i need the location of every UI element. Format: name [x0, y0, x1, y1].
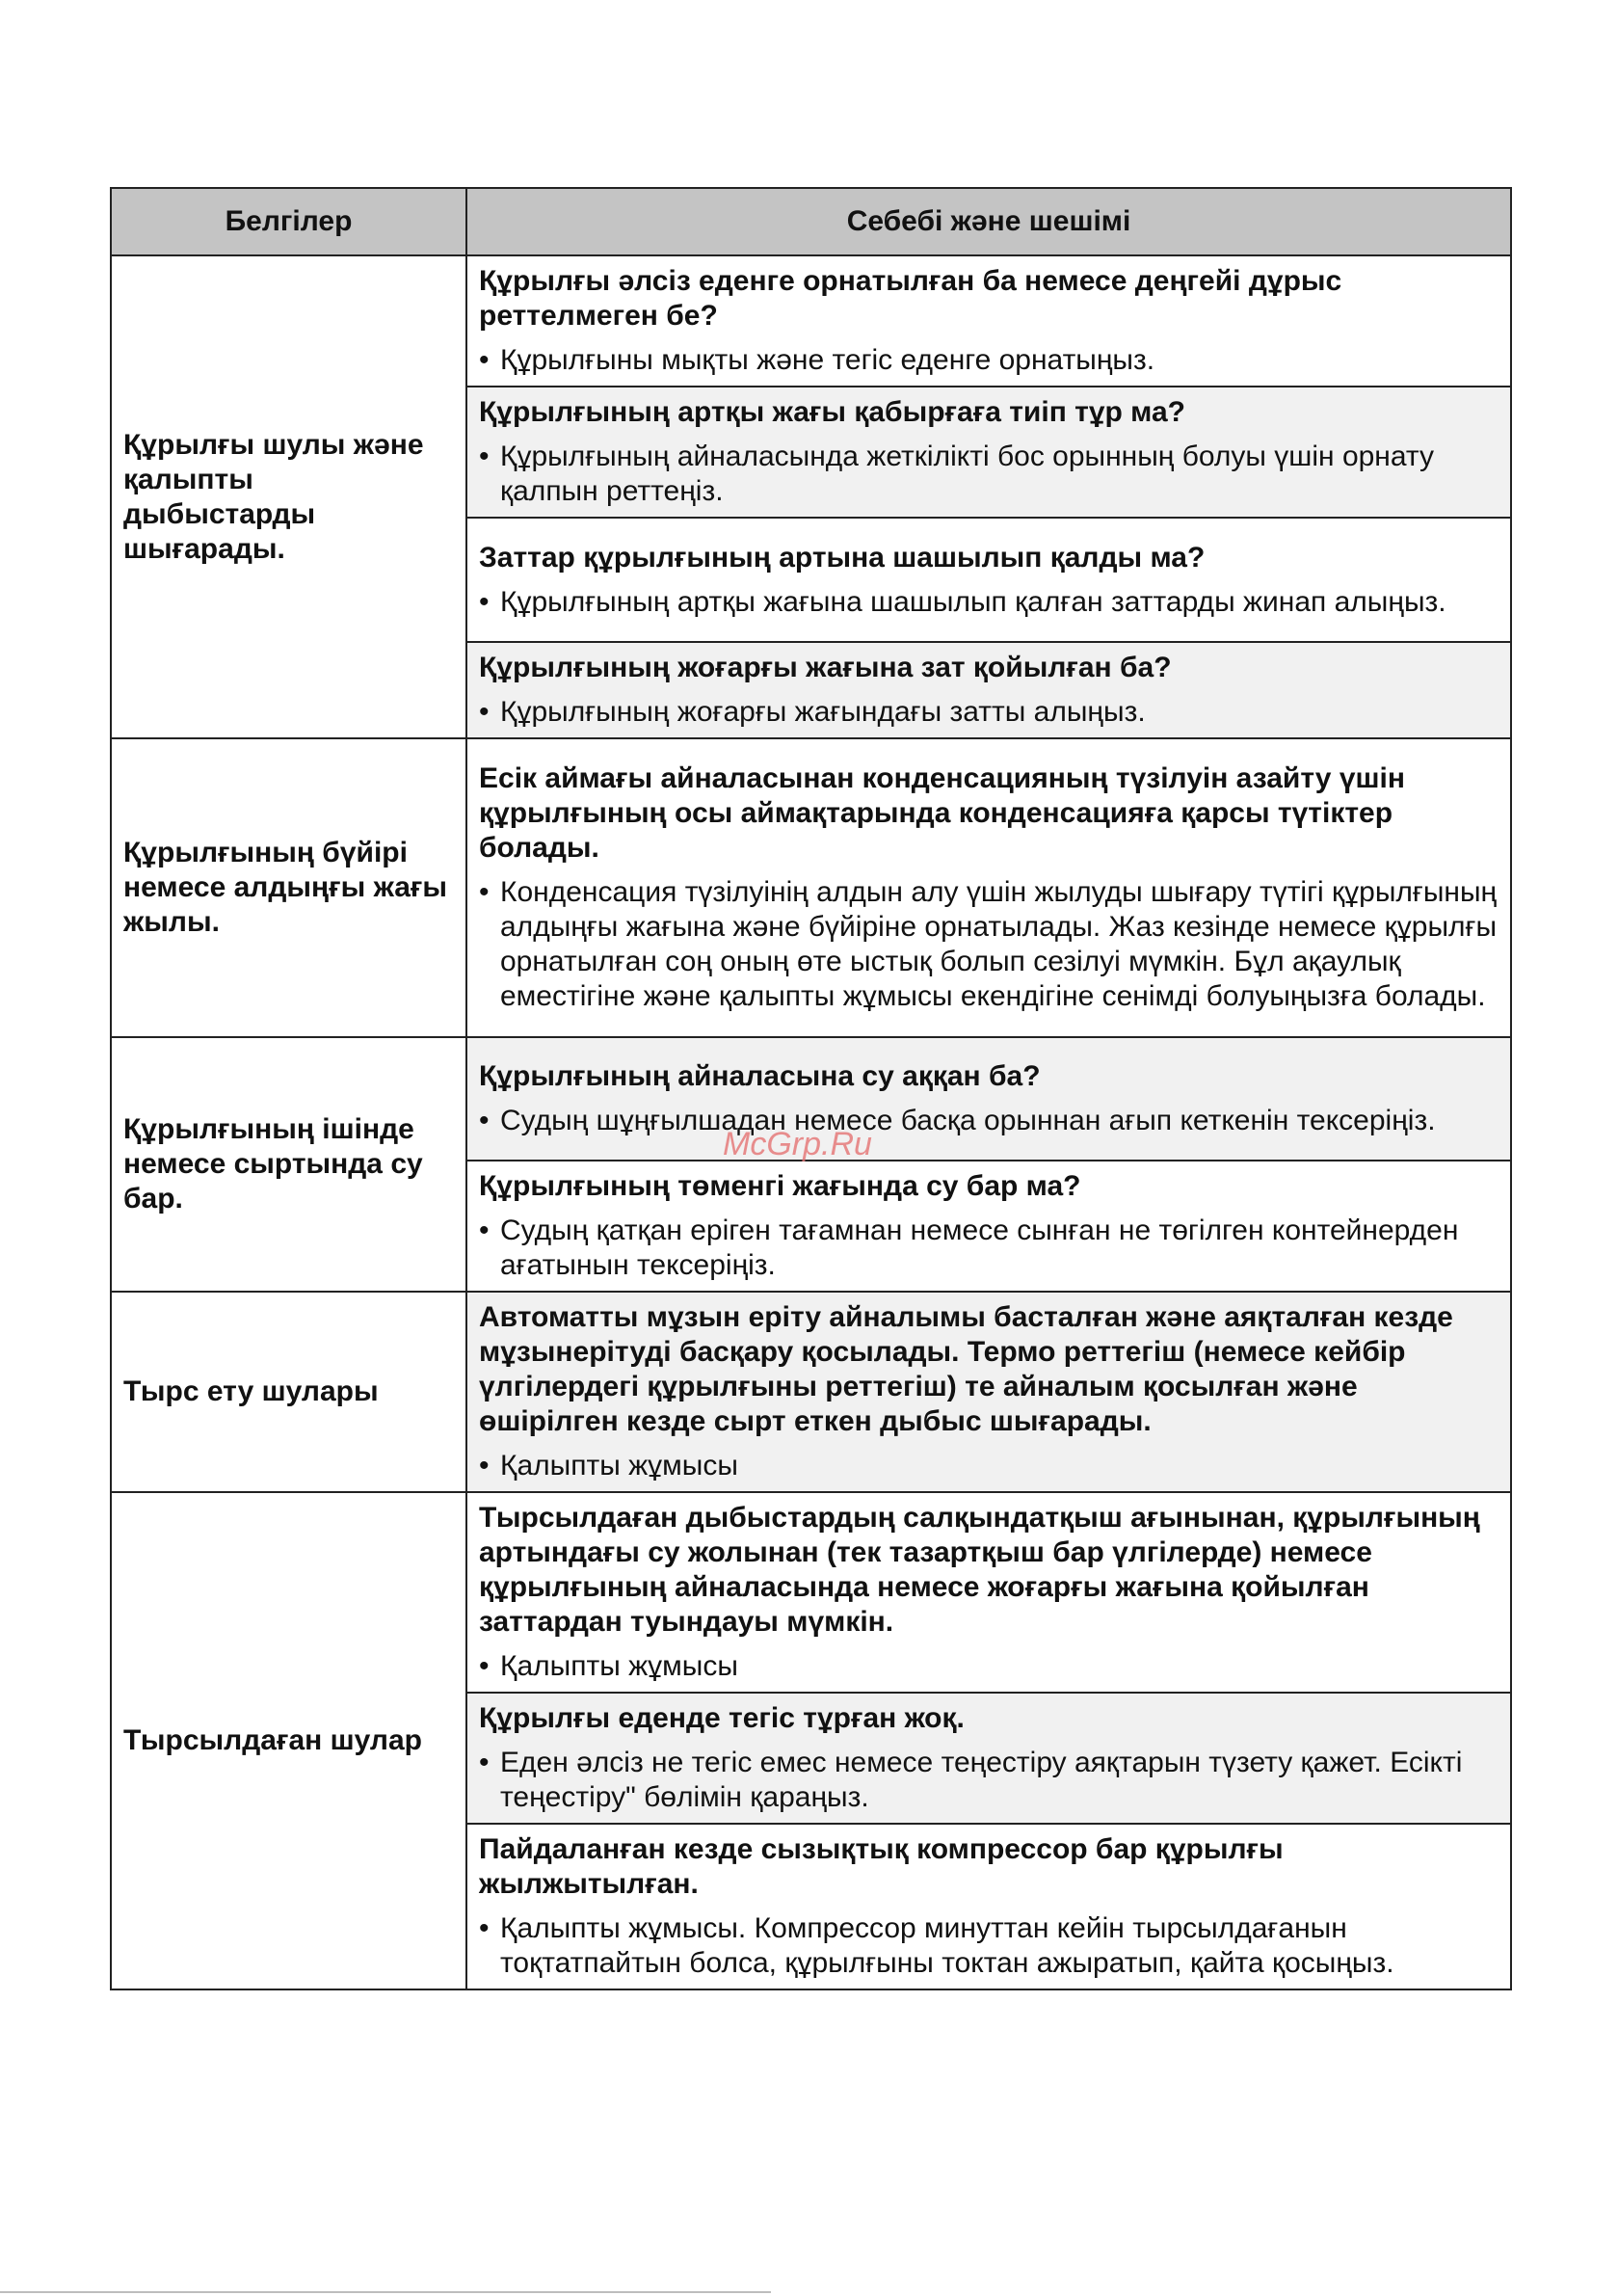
cause-question: Тырсылдаған дыбыстардың салқындатқыш ағынынан, құрылғының артындағы су жолынан (тек тазартқыш бар үлгілерде) немесе құрылғының айналасында немесе жоғарғы жағына қойылған заттардан туындауы мүмкін. [479, 1502, 1480, 1638]
cause-cell [466, 642, 1511, 738]
cause-cell [466, 387, 1511, 518]
bullet-icon: • [479, 344, 490, 376]
solution-item [479, 343, 1499, 378]
cause-cell [466, 1824, 1511, 1989]
bullet-icon: • [479, 1450, 490, 1482]
header-symptoms: Белгілер [111, 188, 466, 255]
table-row [111, 1492, 1511, 1693]
cause-question: Пайдаланған кезде сызықтық компрессор бар құрылғы жылжытылған. [479, 1833, 1284, 1900]
cause-cell [466, 255, 1511, 387]
cause-cell [466, 1492, 1511, 1693]
solution-item [479, 1449, 1499, 1483]
cause-question: Құрылғының айналасына су аққан ба? [479, 1060, 1041, 1092]
cause-question: Құрылғы еденде тегіс тұрған жоқ. [479, 1702, 965, 1734]
bullet-icon: • [479, 1747, 490, 1778]
cause-cell [466, 1161, 1511, 1292]
watermark: McGrp.Ru [723, 1126, 872, 1162]
table-row [111, 1037, 1511, 1161]
bullet-icon: • [479, 1912, 490, 1944]
solution-item [479, 440, 1499, 509]
solution-item [479, 1104, 1499, 1138]
solution-text: Құрылғының артқы жағына шашылып қалған заттарды жинап алыңыз. [500, 585, 1446, 618]
symptom-cell: Тырсылдаған шулар [111, 1492, 466, 1989]
solution-text: Қалыпты жұмысы. Компрессор минуттан кейін тырсылдағанын тоқтатпайтын болса, құрылғыны токтан ажыратып, қайта қосыңыз. [500, 1912, 1394, 1979]
bullet-icon: • [479, 1650, 490, 1682]
solution-text: Конденсация түзілуінің алдын алу үшін жылуды шығару түтігі құрылғының алдыңғы жағына және бүйіріне орнатылады. Жаз кезінде немесе құрылғы орнатылған соң оның өте ыстық болып сезілуі мүмкін. Бұл ақаулық еместігіне және қалыпты жұмысы екендігіне сенімді болуыңызға болады. [500, 876, 1498, 1012]
solution-text: Құрылғыны мықты және тегіс еденге орнатыңыз. [500, 344, 1155, 376]
symptom-cell: Құрылғының бүйірі немесе алдыңғы жағы жылы. [111, 738, 466, 1037]
cause-cell [466, 1037, 1511, 1161]
cause-question: Заттар құрылғының артына шашылып қалды ма? [479, 541, 1206, 574]
solution-item [479, 1911, 1499, 1981]
table-row [111, 1292, 1511, 1492]
cause-cell [466, 1693, 1511, 1824]
bullet-icon: • [479, 585, 490, 618]
footer-divider [0, 2291, 771, 2293]
solution-item [479, 1746, 1499, 1815]
bullet-icon: • [479, 441, 490, 472]
cause-question: Құрылғының артқы жағы қабырғаға тиіп тұр ма? [479, 396, 1185, 428]
symptom-cell: Тырс ету шулары [111, 1292, 466, 1492]
cause-question: Құрылғының жоғарғы жағына зат қойылған ба? [479, 652, 1172, 683]
bullet-icon: • [479, 1105, 490, 1136]
symptom-cell: Құрылғының ішінде немесе сыртында су бар. [111, 1037, 466, 1292]
cause-question: Есік аймағы айналасынан конденсацияның түзілуін азайту үшін құрылғының осы аймақтарында конденсацияға қарсы түтіктер болады. [479, 762, 1405, 864]
troubleshooting-table [110, 187, 1512, 1990]
symptom-cell: Құрылғы шулы және қалыпты дыбыстарды шығарады. [111, 255, 466, 738]
solution-text: Судың қатқан еріген тағамнан немесе сынған не төгілген контейнерден ағатынын тексеріңіз. [500, 1215, 1459, 1281]
solution-text: Қалыпты жұмысы [500, 1650, 738, 1682]
cause-question: Құрылғының төменгі жағында су бар ма? [479, 1170, 1081, 1202]
solution-item [479, 1214, 1499, 1283]
solution-item [479, 1649, 1499, 1684]
header-cause-solution: Себебі және шешімі [466, 188, 1511, 255]
bullet-icon: • [479, 696, 490, 728]
cause-question: Құрылғы әлсіз еденге орнатылған ба немесе деңгейі дұрыс реттелмеген бе? [479, 265, 1342, 332]
solution-text: Еден әлсіз не тегіс емес немесе теңестіру аяқтарын түзету қажет. Есікті теңестіру" бөлімін қараңыз. [500, 1747, 1463, 1813]
solution-text: Құрылғының жоғарғы жағындағы затты алыңыз. [500, 696, 1146, 728]
cause-question: Автоматты мұзын еріту айналымы басталған және аяқталған кезде мұзынерітуді басқару қосылады. Термо реттегіш (немесе кейбір үлгілердегі құрылғыны реттегіш) те айналым қосылған және өшірілген кезде сырт еткен дыбыс шығарады. [479, 1301, 1453, 1437]
table-row [111, 738, 1511, 1037]
cause-cell [466, 738, 1511, 1037]
bullet-icon: • [479, 1215, 490, 1246]
cause-cell [466, 518, 1511, 642]
cause-cell [466, 1292, 1511, 1492]
table-row [111, 255, 1511, 387]
solution-item [479, 695, 1499, 730]
header-row [111, 188, 1511, 255]
solution-item [479, 585, 1499, 620]
solution-text: Судың шұңғылшадан немесе басқа орыннан ағып кеткенін тексеріңіз. [500, 1105, 1436, 1136]
solution-item [479, 875, 1499, 1014]
solution-text: Құрылғының айналасында жеткілікті бос орынның болуы үшін орнату қалпын реттеңіз. [500, 441, 1434, 507]
bullet-icon: • [479, 876, 490, 908]
solution-text: Қалыпты жұмысы [500, 1450, 738, 1482]
